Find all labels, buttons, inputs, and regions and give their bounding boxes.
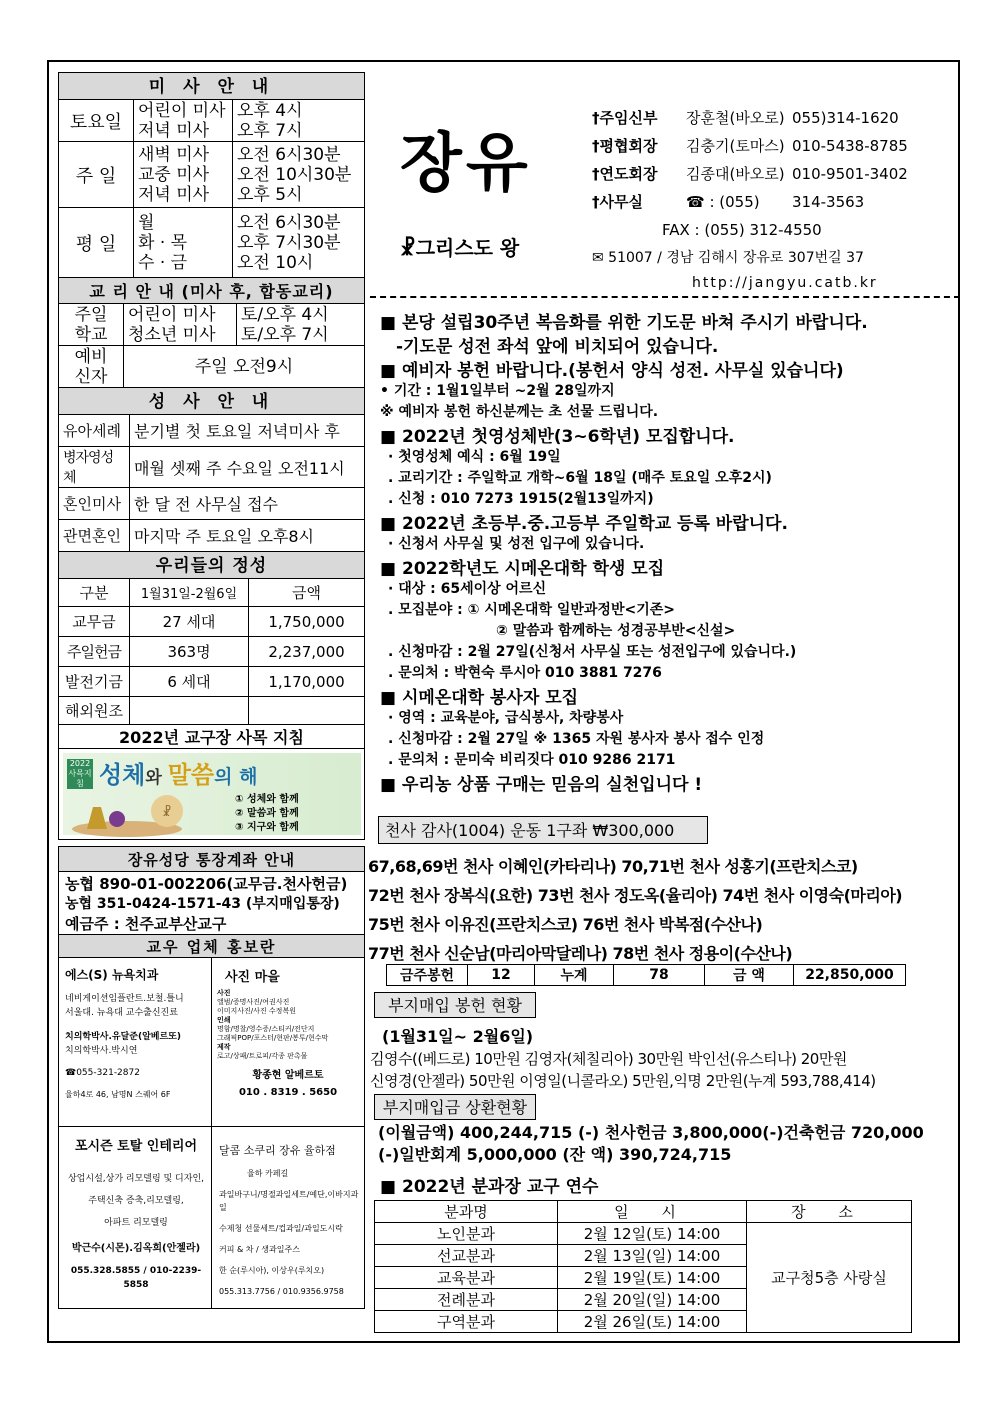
left-column [58,72,365,1309]
ad-line: 치의학박사.유달준(알베르또) [65,1032,181,1042]
ad-name: 포시즌 토탈 인테리어 [74,1139,198,1154]
catechism-name: 어린이 미사 [128,304,216,325]
news-detail: . 문의처 : 박현숙 루시아 010 3881 7276 [388,665,662,681]
header-divider [370,296,960,298]
mass-name: 교중 미사 [138,164,210,185]
training-cell: 2월 20일(일) 14:00 [558,1289,747,1311]
ad-address: 율하4로 46, 남명N 스퀘어 6F [65,1090,171,1099]
training-cell: 구역분과 [375,1311,558,1333]
land-box2: 부지매입금 상환현황 [374,1094,536,1120]
ad-line: 명함/명찰/영수증/스티커/전단지 [217,1025,315,1033]
mass-time: 오전 10시30분 [237,164,352,185]
training-head: 분과명 [375,1201,558,1223]
ad-name: 달콤 소쿠리 장유 율하점 [219,1144,336,1157]
mass-time: 오후 4시 [237,100,303,121]
angel-cell: 금 액 [705,965,794,986]
offering-title: 우리들의 정성 [58,551,365,579]
sacrament-desc: 한 달 전 사무실 접수 [130,488,365,520]
mass-sunday-label: 주 일 [59,142,134,208]
contact-name: ☎ : (055) [686,193,760,211]
mass-time: 오전 6시30분 [237,212,341,233]
land-donors [370,1048,876,1092]
banner-items [235,793,299,835]
offering-cell [130,697,249,725]
news-detail: ② 말씀과 함께하는 성경공부반<신설> [496,623,736,639]
ad-line: 인쇄 [217,1016,231,1024]
land-line: 김영수((베드로) 10만원 김영자(체칠리아) 30만원 박인선(유스티나) 20만원 [370,1050,847,1068]
ads-box [58,957,365,1309]
ads-divider-h [59,1126,364,1127]
bank-title: 장유성당 통장계좌 안내 [58,846,365,872]
mass-time: 오전 6시30분 [237,144,341,165]
offering-head: 금액 [249,579,365,607]
logo: 장유 [400,127,532,201]
svg-text:☧: ☧ [162,805,172,819]
news-heading: ■ 2022년 첫영성체반(3~6학년) 모집합니다. [380,422,735,447]
url: http://jangyu.catb.kr [692,275,878,291]
news-heading: ■ 2022학년도 시메온대학 학생 모집 [380,554,664,579]
training-cell: 2월 12일(토) 14:00 [558,1223,747,1245]
angel-line: 67,68,69번 천사 이혜인(카타리나) 70,71번 천사 성홍기(프란치스코) [368,857,858,876]
catechism-name: 청소년 미사 [128,324,216,345]
mass-name: 저녁 미사 [138,184,210,205]
ad-line: 그래픽POP/포스터/현판/봉투/현수막 [217,1034,329,1042]
offering-head: 구분 [59,579,130,607]
offering-cell: 주일헌금 [59,637,130,667]
ad-line: 이미지사진/사진 수정복원 [217,1007,296,1015]
offering-head: 1월31일-2월6일 [130,579,249,607]
news-detail: · 첫영성체 예식 : 6월 19일 [388,449,561,465]
angel-table [386,964,906,986]
ad-line: 치의학박사.박시연 [65,1046,138,1056]
training-place: 교구청5층 사랑실 [747,1223,912,1333]
land-period: (1월31일~ 2월6일) [382,1027,534,1046]
contact-name: 김충기(토마스) [686,137,785,155]
angel-line: 72번 천사 장복식(요한) 73번 천사 정도옥(율리아) 74번 천사 이영숙(마리아) [368,886,903,905]
mass-time: 오후 5시 [237,184,303,205]
angel-cell: 금주봉헌 [387,965,468,986]
ad-fruit [219,1134,361,1298]
contact-phone: 010-5438-8785 [792,137,908,155]
contact-role: †평협회장 [592,137,658,155]
sacrament-name: 혼인미사 [59,488,130,520]
ad-owner: 박근수(시몬).김옥희(안젤라) [71,1243,201,1254]
sacrament-desc: 매월 셋째 주 수요일 오전11시 [130,447,365,488]
chalice-bread-icon [67,789,217,837]
banner-word: 와 [145,768,168,788]
training-head: 장 소 [747,1201,912,1223]
contact-role: †연도회장 [592,165,658,183]
news-detail: · 대상 : 65세이상 어르신 [388,581,547,597]
address: ✉ 51007 / 경남 김해시 장유로 307번길 37 [592,250,864,266]
mass-table [58,99,365,278]
mass-name: 어린이 미사 [138,100,226,121]
news-heading: ■ 시메온대학 봉사자 모집 [380,683,578,708]
news-detail: ※ 예비자 봉헌 하신분께는 초 선물 드립니다. [380,404,659,420]
news-heading: ■ 2022년 초등부.중.고등부 주일학교 등록 바랍니다. [380,509,788,534]
banner-word: 말씀 [167,760,215,789]
angel-cell: 누계 [535,965,614,986]
offering-cell: 1,170,000 [249,667,365,697]
pre-label: 예비 [74,346,108,367]
banner-item: ③ 지구와 함께 [235,822,299,833]
banner-item: ① 성체와 함께 [235,794,299,805]
contact-phone: 010-9501-3402 [792,165,908,183]
ad-owner: 황종현 알베르토 [252,1070,324,1081]
policy-banner [58,748,365,840]
land-box1: 부지매입 봉헌 현황 [374,992,536,1018]
contact-role: †사무실 [592,193,643,211]
catechism-time: 토/오후 4시 [241,304,329,325]
training-head: 일 시 [558,1201,747,1223]
sacrament-title: 성 사 안 내 [58,387,365,415]
offering-cell: 발전기금 [59,667,130,697]
news-detail: . 신청 : 010 7273 1915(2월13일까지) [388,491,654,507]
mass-name: 저녁 미사 [138,120,210,141]
sacrament-name: 관면혼인 [59,520,130,552]
catechism-title: 교 리 안 내 (미사 후, 합동교리) [58,277,365,304]
news-detail: . 모집분야 : ① 시메온대학 일반과정반<기존> [388,602,675,618]
news-detail: • 기간 : 1월1일부터 ~2월 28일까지 [380,383,615,399]
mass-time: 오후 7시 [237,120,303,141]
banner-year: 2022 [69,759,91,768]
training-cell: 전례분과 [375,1289,558,1311]
ad-line: 로고/상패/트로피/각종 판촉물 [217,1052,308,1060]
ad-owner: 한 순(루시아), 이상우(루치오) [219,1266,325,1275]
ad-name: 에스(S) 뉴욕치과 [65,968,159,982]
ad-photo [217,964,359,1099]
ad-line: 수제청 선물세트/컵과일/과일도시락 [219,1224,343,1233]
angel-line: 75번 천사 이유진(프란치스코) 76번 천사 박복점(수산나) [368,915,763,934]
sacrament-name: 병자영성체 [59,447,130,488]
news-detail: -기도문 성전 좌석 앞에 비치되어 있습니다. [396,337,719,357]
ad-line: 율하 카페길 [247,1169,289,1178]
policy-title: 2022년 교구장 사목 지침 [58,724,365,749]
news-detail: . 문의처 : 문미숙 비리짓다 010 9286 2171 [388,752,676,768]
offering-cell: 27 세대 [130,607,249,637]
ad-interior [65,1134,207,1292]
offering-cell: 2,237,000 [249,637,365,667]
contact-row [592,132,908,160]
ad-line: 상업시설,상가 리모델링 및 디자인, [67,1174,205,1184]
offering-cell: 6 세대 [130,667,249,697]
news-detail: . 교리기간 : 주일학교 개학~6월 18일 (매주 토요일 오후2시) [388,470,772,486]
news-detail: . 신청마감 : 2월 27일 ※ 1365 자원 봉사자 봉사 접수 인정 [388,731,765,747]
offering-cell: 363명 [130,637,249,667]
land-line: (-)일반회계 5,000,000 (잔 액) 390,724,715 [378,1145,732,1164]
contact-role: †주임신부 [592,109,658,127]
mass-time: 오후 7시30분 [237,232,341,253]
land-line: 신영경(안젤라) 50만원 이영일(니콜라오) 5만원,익명 2만원(누계 593,788,414) [370,1072,876,1090]
mass-name: 수 · 금 [138,252,188,273]
mass-time: 오전 10시 [237,252,314,273]
mass-weekday-label: 평 일 [59,208,134,278]
ad-phone: 010 . 8319 . 5650 [238,1087,338,1098]
subtitle-text: 그리스도 왕 [415,236,520,260]
sacrament-desc: 분기별 첫 토요일 저녁미사 후 [130,415,365,447]
ads-title: 교우 업체 홍보란 [58,934,365,958]
offering-table [58,578,365,725]
sacrament-table [58,414,365,552]
news-detail: . 신청마감 : 2월 27일(신청서 사무실 또는 성전입구에 있습니다.) [388,644,797,660]
catechism-time: 토/오후 7시 [241,324,329,345]
news-detail: · 영역 : 교육분야, 급식봉사, 차량봉사 [388,710,624,726]
angel-cell: 78 [614,965,705,986]
offering-cell: 1,750,000 [249,607,365,637]
ad-line: 아파트 리모델링 [104,1218,168,1228]
sacrament-desc: 마지막 주 토요일 오후8시 [130,520,365,552]
ad-phone: 055.328.5855 / 010-2239-5858 [70,1266,202,1290]
banner-word: 성체 [99,760,146,789]
news-heading: ■ 우리농 상품 구매는 믿음의 실천입니다 ! [380,770,702,795]
mass-title: 미 사 안 내 [58,72,365,100]
catechism-table [58,303,365,388]
training-cell: 2월 13일(일) 14:00 [558,1245,747,1267]
ad-phone: ☎055-321-2872 [65,1068,140,1078]
ad-name: 사진 마을 [225,970,280,985]
school-label: 주일 [74,304,108,325]
contact-name: 김종대(바오로) [686,165,785,183]
contact-row [592,188,908,216]
training-cell: 선교분과 [375,1245,558,1267]
training-cell: 2월 19일(토) 14:00 [558,1267,747,1289]
ad-line: 사진 [217,989,231,997]
subtitle [400,232,519,261]
banner-title [99,755,257,790]
angel-cell: 22,850,000 [794,965,906,986]
offering-cell: 교무금 [59,607,130,637]
contact-name: 장훈철(바오로) [686,109,785,127]
bank-box [58,871,365,935]
banner-word: 의 해 [214,766,258,788]
ads-divider-v [211,958,212,1308]
mass-saturday-label: 토요일 [59,100,134,142]
training-cell: 2월 26일(토) 14:00 [558,1311,747,1333]
ad-line: 주택신축 증축,리모델링, [88,1196,184,1206]
bank-line: 농협 351-0424-1571-43 (부지매입통장) [65,896,340,912]
bank-line: 예금주 : 천주교부산교구 [65,915,227,933]
ad-line: 앨범/증명사진/여권사진 [217,998,290,1006]
ad-phone: 055.313.7756 / 010.9356.9758 [219,1287,344,1296]
news-detail: · 신청서 사무실 및 성전 입구에 있습니다. [388,536,645,552]
fax: FAX : (055) 312-4550 [662,221,822,239]
ad-line: 과일바구니/명절과일세트/예단,이바지과일 [219,1190,359,1212]
angel-cell: 12 [468,965,535,986]
school-label: 학교 [74,324,108,345]
news-heading: ■ 예비자 봉헌 바랍니다.(봉헌서 양식 성전. 사무실 있습니다) [380,356,844,381]
contact-phone: 055)314-1620 [792,109,899,127]
pre-value: 주일 오전9시 [124,346,365,388]
ad-line: 커피 & 차 / 생과일주스 [219,1245,300,1254]
banner-year-tag [67,759,93,789]
training-cell: 노인분과 [375,1223,558,1245]
ad-line: 제작 [217,1043,231,1051]
ad-dental [65,964,207,1102]
news-heading: ■ 본당 설립30주년 복음화를 위한 기도문 바쳐 주시기 바랍니다. [380,308,868,333]
angel-box: 천사 감사(1004) 운동 1구좌 ₩300,000 [378,816,708,844]
contacts [592,104,908,294]
bank-line: 농협 890-01-002206(교무금.천사헌금) [65,875,348,893]
training-title: ■ 2022년 분과장 교구 연수 [380,1172,598,1197]
land-line: (이월금액) 400,244,715 (-) 천사헌금 3,800,000(-)건축헌금 720,000 [378,1123,924,1142]
offering-cell [249,697,365,725]
contact-phone: 314-3563 [792,193,865,211]
contact-row [592,104,908,132]
banner-item: ② 말씀과 함께 [235,808,299,819]
training-cell: 교육분과 [375,1267,558,1289]
mass-name: 새벽 미사 [138,144,210,165]
offering-cell: 해외원조 [59,697,130,725]
chi-rho-icon: ☧ [400,236,416,260]
angel-list [368,852,902,968]
pre-label: 신자 [74,366,108,387]
mass-name: 화 · 목 [138,232,188,253]
land-repay [378,1122,924,1166]
contact-row [592,160,908,188]
training-table [374,1200,912,1333]
sacrament-name: 유아세례 [59,415,130,447]
ad-line: 서울대. 뉴욕대 교수출신진료 [65,1008,178,1018]
banner-sub: 사목지침 [68,769,92,788]
ad-line: 네비게이션임플란트.보철.틀니 [65,994,184,1004]
mass-name: 월 [138,212,155,233]
angel-line: 77번 천사 신순남(마리아막달레나) 78번 천사 정용이(수산나) [368,944,793,963]
